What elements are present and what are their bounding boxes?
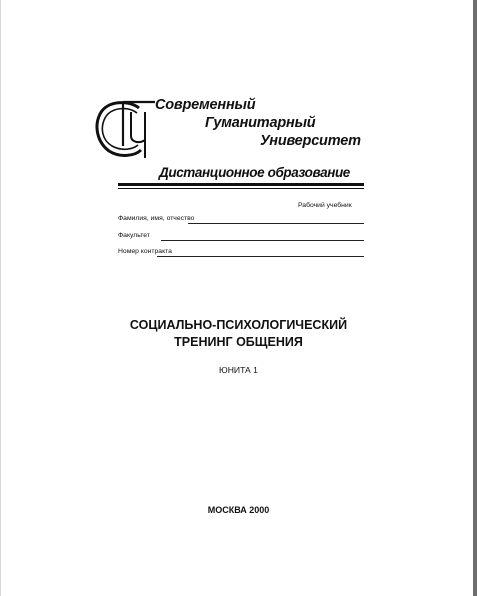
field-faculty-label: Факультет (118, 232, 150, 239)
field-full-name-label: Фамилия, имя, отчество (118, 215, 195, 222)
document-title-line-1: СОЦИАЛЬНО-ПСИХОЛОГИЧЕСКИЙ (129, 318, 348, 332)
university-name-line-1: Современный (155, 97, 256, 113)
department-title: Дистанционное образование (159, 165, 350, 180)
header-divider-thin (118, 188, 364, 189)
header-divider-thick (118, 183, 364, 186)
field-faculty-line[interactable] (161, 240, 364, 241)
university-name-line-2: Гуманитарный (205, 115, 316, 131)
place-year: МОСКВА 2000 (207, 505, 270, 515)
document-title-line-2: ТРЕНИНГ ОБЩЕНИЯ (174, 335, 303, 349)
university-logo-icon (93, 96, 159, 160)
field-contract-number-line[interactable] (157, 256, 364, 257)
field-full-name-line[interactable] (188, 223, 364, 224)
unit-label: ЮНИТА 1 (219, 365, 258, 375)
university-name-line-3: Университет (260, 133, 361, 149)
field-contract-number-label: Номер контракта (118, 248, 172, 255)
workbook-label: Рабочий учебник (298, 202, 352, 209)
